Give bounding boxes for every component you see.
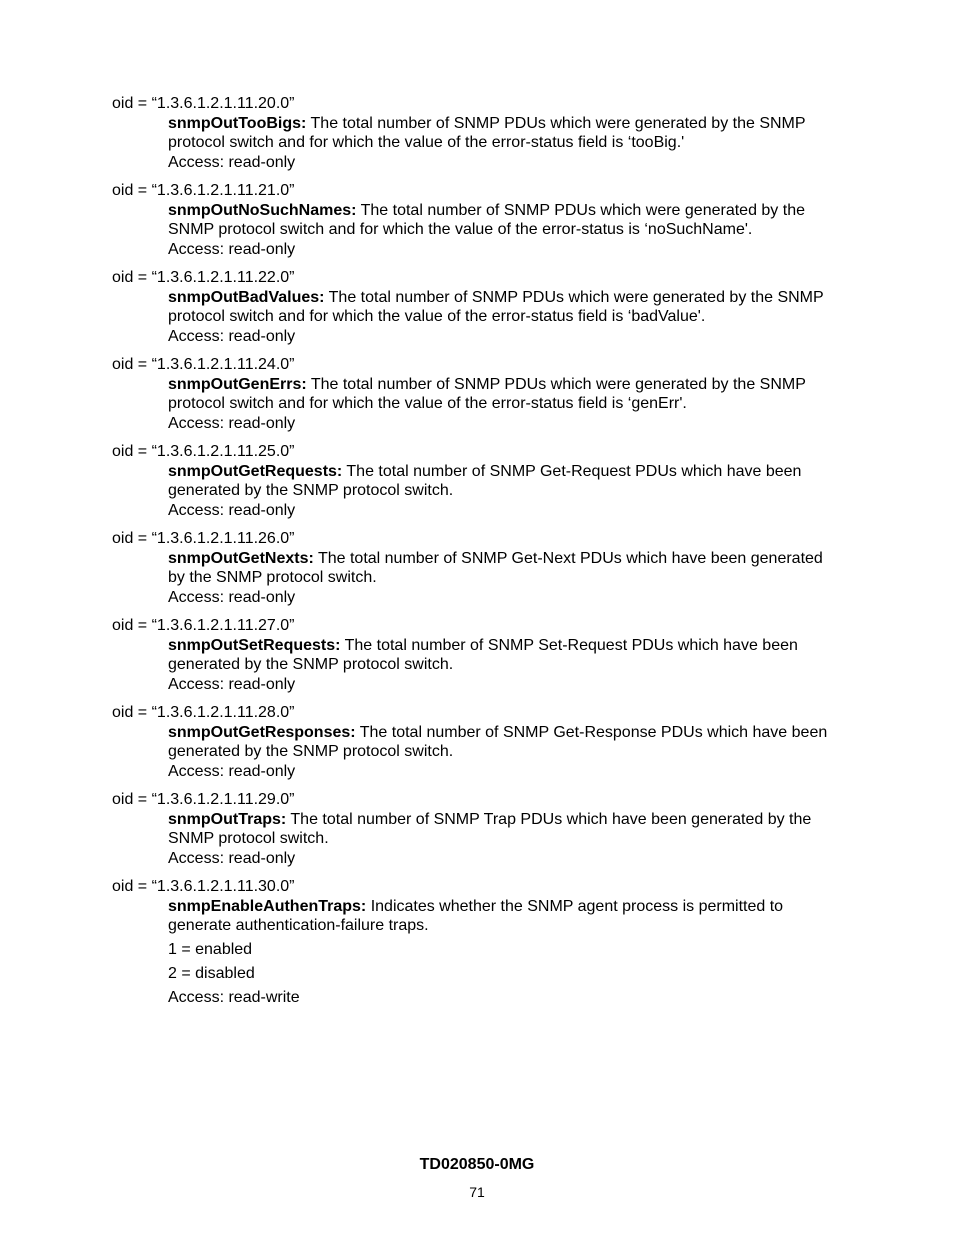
object-name: snmpOutSetRequests: (168, 636, 341, 654)
oid-entry (112, 790, 842, 868)
object-name: snmpOutGetResponses: (168, 723, 356, 741)
oid-entry (112, 529, 842, 607)
footer-page-number: 71 (469, 1184, 485, 1200)
oid-entry (112, 703, 842, 781)
access-level: Access: read-only (168, 762, 296, 780)
oid-entry (112, 268, 842, 346)
oid-line: oid = “1.3.6.1.2.1.11.25.0” (112, 443, 295, 460)
oid-entry (112, 181, 842, 259)
oid-description (168, 288, 842, 347)
object-name: snmpEnableAuthenTraps: (168, 897, 367, 915)
object-description: The total number of SNMP PDUs which were generated by the SNMP protocol switch and for which the value of the error-status field is ‘tooBig.' (168, 114, 806, 151)
oid-description (168, 114, 842, 173)
oid-entry (112, 442, 842, 520)
oid-line: oid = “1.3.6.1.2.1.11.30.0” (112, 878, 295, 895)
oid-line: oid = “1.3.6.1.2.1.11.20.0” (112, 95, 295, 112)
object-description: The total number of SNMP Get-Request PDUs which have been generated by the SNMP protocol switch. (168, 462, 802, 499)
value-enabled: 1 = enabled (168, 941, 253, 958)
access-level: Access: read-only (168, 849, 296, 867)
access-level: Access: read-write (168, 989, 300, 1006)
object-description: The total number of SNMP Get-Response PDUs which have been generated by the SNMP protocol switch. (168, 723, 828, 760)
oid-entry (112, 94, 842, 172)
object-name: snmpOutTooBigs: (168, 114, 307, 132)
object-description: The total number of SNMP PDUs which were generated by the SNMP protocol switch and for which the value of the error-status field is ‘badValue'. (168, 288, 824, 325)
oid-line: oid = “1.3.6.1.2.1.11.21.0” (112, 182, 295, 199)
oid-description (168, 636, 842, 695)
oid-description (168, 897, 842, 936)
access-level: Access: read-only (168, 588, 296, 606)
document-body (112, 94, 842, 1017)
footer-document-number: TD020850-0MG (419, 1156, 535, 1173)
object-description: Indicates whether the SNMP agent process is permitted to generate authentication-failure traps. (168, 897, 784, 934)
access-level: Access: read-only (168, 414, 296, 432)
oid-line: oid = “1.3.6.1.2.1.11.26.0” (112, 530, 295, 547)
object-name: snmpOutGetNexts: (168, 549, 314, 567)
oid-description (168, 462, 842, 521)
oid-line: oid = “1.3.6.1.2.1.11.28.0” (112, 704, 295, 721)
oid-description (168, 549, 842, 608)
object-description: The total number of SNMP Trap PDUs which have been generated by the SNMP protocol switch. (168, 810, 812, 847)
oid-line: oid = “1.3.6.1.2.1.11.29.0” (112, 791, 295, 808)
access-level: Access: read-only (168, 240, 296, 258)
oid-description (168, 723, 842, 782)
access-level: Access: read-only (168, 153, 296, 171)
object-name: snmpOutBadValues: (168, 288, 325, 306)
object-name: snmpOutNoSuchNames: (168, 201, 357, 219)
value-list (168, 940, 842, 1008)
oid-description (168, 810, 842, 869)
oid-line: oid = “1.3.6.1.2.1.11.27.0” (112, 617, 295, 634)
object-description: The total number of SNMP PDUs which were generated by the SNMP protocol switch and for which the value of the error-status field is ‘genErr'. (168, 375, 806, 412)
object-description: The total number of SNMP Set-Request PDUs which have been generated by the SNMP protocol switch. (168, 636, 798, 673)
oid-description (168, 375, 842, 434)
oid-entry (112, 616, 842, 694)
object-description: The total number of SNMP Get-Next PDUs which have been generated by the SNMP protocol switch. (168, 549, 823, 586)
access-level: Access: read-only (168, 675, 296, 693)
oid-line: oid = “1.3.6.1.2.1.11.24.0” (112, 356, 295, 373)
value-disabled: 2 = disabled (168, 965, 255, 982)
object-name: snmpOutGetRequests: (168, 462, 343, 480)
oid-description (168, 201, 842, 260)
object-name: snmpOutGenErrs: (168, 375, 307, 393)
access-level: Access: read-only (168, 327, 296, 345)
oid-line: oid = “1.3.6.1.2.1.11.22.0” (112, 269, 295, 286)
access-level: Access: read-only (168, 501, 296, 519)
object-name: snmpOutTraps: (168, 810, 287, 828)
oid-entry-last (112, 877, 842, 1008)
object-description: The total number of SNMP PDUs which were generated by the SNMP protocol switch and for which the value of the error-status is ‘noSuchName'. (168, 201, 805, 238)
oid-entry (112, 355, 842, 433)
